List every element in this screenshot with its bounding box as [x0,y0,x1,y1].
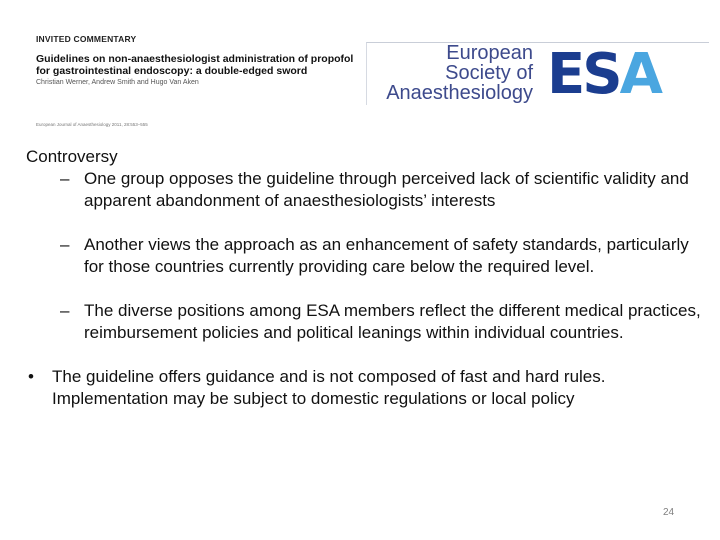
sub-point [26,234,706,278]
bullet-point [26,366,706,410]
article-journal-line: European Journal of Anaesthesiology 2011, 28:553–555 [36,122,148,127]
sub-point-text: One group opposes the guideline through perceived lack of scientific validity and apparent abandonment of anaesthesiologists’ interests [84,169,689,210]
esa-logo-wordmark [386,43,533,103]
esa-logo-mark [547,42,660,107]
esa-logo [366,42,709,105]
sub-point [26,300,706,344]
article-headline: Guidelines on non-anaesthesiologist administration of propofol for gastrointestinal endoscopy: a double-edged sword [36,53,354,77]
bullet-text: The guideline offers guidance and is not composed of fast and hard rules. Implementation may be subject to domestic regulations or local policy [52,367,606,408]
esa-logo-line-1: European [446,42,533,64]
esa-logo-letter-s: S [582,42,620,107]
section-heading: Controversy [26,147,118,166]
dash-marker: – [60,169,70,188]
esa-logo-line-3: Anaesthesiology [386,82,533,104]
bullet-marker: • [28,367,34,386]
article-kicker: INVITED COMMENTARY [36,34,137,44]
article-clipping [36,34,356,134]
sub-point-text: The diverse positions among ESA members reflect the different medical practices, reimbursement policies and political leanings within individual countries. [84,301,701,342]
article-authors: Christian Werner, Andrew Smith and Hugo Van Aken [36,79,199,86]
esa-logo-line-2: Society of [445,62,533,84]
slide-body [26,146,706,410]
dash-marker: – [60,301,70,320]
sub-point [26,168,706,212]
dash-marker: – [60,235,70,254]
sub-point-text: Another views the approach as an enhancement of safety standards, particularly for those countries currently providing care below the required level. [84,235,689,276]
page-number: 24 [663,507,675,518]
esa-logo-letter-a: A [619,42,660,107]
esa-logo-letter-e: E [547,42,583,107]
